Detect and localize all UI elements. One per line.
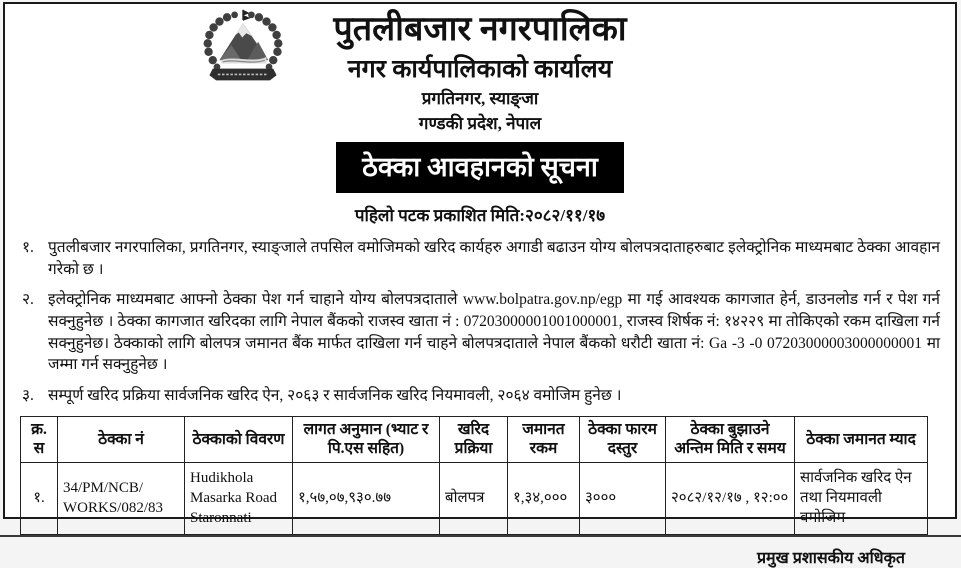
cell-security-validity: सार्वजनिक खरिद ऐन तथा नियमावली वमोजिम — [795, 462, 928, 534]
cell-submission-deadline: २०८२/१२/१७ , १२:०० — [666, 462, 795, 534]
cell-contract-details: Hudikhola Masarka Road Staronnati — [185, 462, 293, 534]
col-serial-number: क्र. स — [21, 416, 58, 462]
cell-serial-number: १. — [21, 462, 58, 534]
col-submission-deadline: ठेक्का बुझाउने अन्तिम मिति र समय — [666, 416, 795, 462]
cell-form-fee: ३००० — [580, 462, 666, 534]
office-name: नगर कार्यपालिकाको कार्यालय — [347, 55, 613, 83]
tender-table — [20, 416, 928, 535]
notice-title-banner: ठेक्का आवहानको सूचना — [336, 142, 624, 193]
cell-bid-security-amount: १,३४,००० — [508, 462, 580, 534]
document-header — [5, 4, 955, 226]
paragraph-3 — [22, 385, 940, 407]
paragraph-2-text: इलेक्ट्रोनिक माध्यमबाट आफ्नो ठेक्का पेश गर्न चाहाने योग्य बोलपत्रदाताले www.bolpatra.gov.np/egp मा गई आवश्यक कागजात हेर्न, डाउनलोड गर्न र पेश गर्न सक्नुहुनेछ । ठेक्का कागजात खरिदका लागि नेपाल बैंकको राजस्व खाता नं : 07203000001001000001, राजस्व शिर्षक नं: १४२२९ मा तोकिएको रकम दाखिला गर्न सक्नुहुनेछ। ठेक्काको लागि बोलपत्र जमानत बैंक मार्फत दाखिला गर्न चाहने बोलपत्रदाताले नेपाल बैंकको धरौटी खाता नं: Ga -3 -0 07203000003000000001 मा जम्मा गर्न सक्नुहुनेछ । — [48, 291, 940, 374]
paragraph-1-text: पुतलीबजार नगरपालिका, प्रगतिनगर, स्याङ्जाले तपसिल वमोजिमको खरिद कार्यहरु अगाडी बढाउन योग्य बोलपत्रदाताहरुबाट इलेक्ट्रोनिक माध्यमबाट ठेक्का आवहान गरेको छ । — [48, 238, 940, 278]
col-contract-details: ठेक्काको विवरण — [185, 416, 293, 462]
col-form-fee: ठेक्का फारम दस्तुर — [580, 416, 666, 462]
paragraph-3-text: सम्पूर्ण खरिद प्रक्रिया सार्वजनिक खरिद ऐन, २०६३ र सार्वजनिक खरिद नियमावली, २०६४ वमोजिम हुनेछ । — [48, 387, 622, 405]
signature-title: प्रमुख प्रशासकीय अधिकृत — [756, 549, 905, 567]
address-line-2: गण्डकी प्रदेश, नेपाल — [418, 113, 542, 133]
paragraph-1 — [22, 237, 940, 280]
cell-cost-estimate: १,५७,०७,९३०.७७ — [293, 462, 440, 534]
municipality-logo — [201, 8, 285, 88]
table-row — [21, 462, 928, 534]
paragraph-3-number: ३. — [22, 387, 34, 405]
notice-paragraphs — [22, 237, 940, 407]
published-date-line: पहिलो पटक प्रकाशित मिति:२०८२/११/१७ — [354, 205, 606, 225]
notice-document — [3, 2, 957, 567]
page-divider-line — [0, 535, 961, 537]
col-bid-security-amount: जमानत रकम — [508, 416, 580, 462]
paragraph-2-number: २. — [22, 291, 34, 309]
col-procurement-process: खरिद प्रक्रिया — [440, 416, 508, 462]
paragraph-1-number: १. — [22, 238, 34, 256]
address-line-1: प्रगतिनगर, स्याङ्जा — [421, 88, 539, 108]
municipality-name: पुतलीबजार नगरपालिका — [333, 11, 627, 48]
cell-procurement-process: बोलपत्र — [440, 462, 508, 534]
col-cost-estimate: लागत अनुमान (भ्याट र पि.एस सहित) — [293, 416, 440, 462]
table-header-row — [21, 416, 928, 462]
paragraph-2 — [22, 289, 940, 376]
col-security-validity: ठेक्का जमानत म्याद — [795, 416, 928, 462]
col-contract-number: ठेक्का नं — [58, 416, 185, 462]
emblem-icon — [201, 8, 285, 88]
ribbon-banner — [209, 69, 276, 81]
cell-contract-number: 34/PM/NCB/ WORKS/082/83 — [58, 462, 185, 534]
